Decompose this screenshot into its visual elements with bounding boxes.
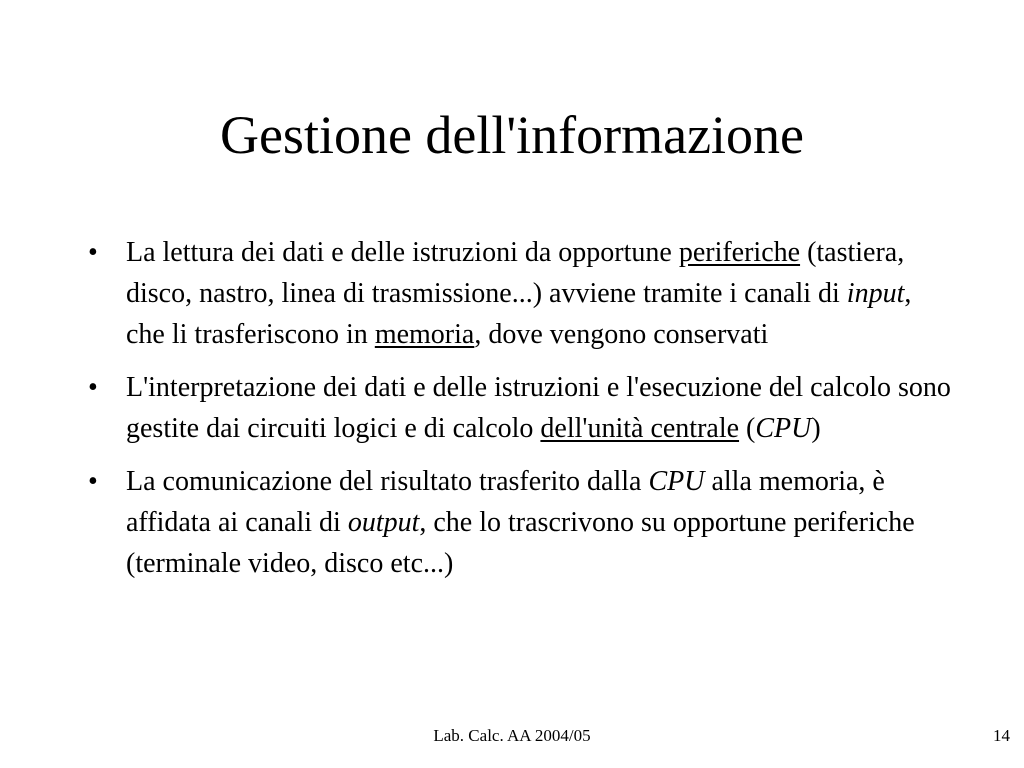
bullet-item-3 <box>88 461 956 584</box>
underlined-term-unita-centrale: dell'unità centrale <box>540 413 740 444</box>
italic-term-cpu: CPU <box>755 413 812 444</box>
underlined-term-periferiche: periferiche <box>678 237 801 268</box>
bullet-item-2 <box>88 367 956 449</box>
underlined-term-memoria: memoria <box>374 319 475 350</box>
bullet-text: L'interpretazione dei dati e delle istruzioni e l'esecuzione del calcolo sono gestite dai circuiti logici e di calcolo <box>126 372 951 444</box>
italic-term-input: input <box>846 278 905 309</box>
italic-term-cpu: CPU <box>648 466 705 497</box>
bullet-text: ) <box>811 413 821 444</box>
bullet-text: , che li trasferiscono in <box>126 278 912 350</box>
bullet-list <box>88 232 956 596</box>
bullet-text: La comunicazione del risultato trasferito dalla <box>126 466 649 497</box>
bullet-icon: • <box>88 466 98 497</box>
bullet-text: , che lo trascrivono su opportune periferiche (terminale video, disco etc...) <box>126 507 915 579</box>
bullet-text: ( <box>739 413 756 444</box>
bullet-text: La lettura dei dati e delle istruzioni da opportune <box>126 237 679 268</box>
bullet-text: (tastiera, disco, nastro, linea di trasmissione...) avviene tramite i canali di <box>126 237 905 309</box>
bullet-text: alla memoria, è affidata ai canali di <box>126 466 885 538</box>
footer-page-number: 14 <box>993 726 1010 745</box>
italic-term-output: output <box>347 507 420 538</box>
bullet-icon: • <box>88 372 98 403</box>
bullet-item-1 <box>88 232 956 355</box>
slide-title: Gestione dell'informazione <box>219 105 805 165</box>
footer-course-label: Lab. Calc. AA 2004/05 <box>433 726 591 745</box>
bullet-icon: • <box>88 237 98 268</box>
bullet-text: , dove vengono conservati <box>474 319 769 350</box>
